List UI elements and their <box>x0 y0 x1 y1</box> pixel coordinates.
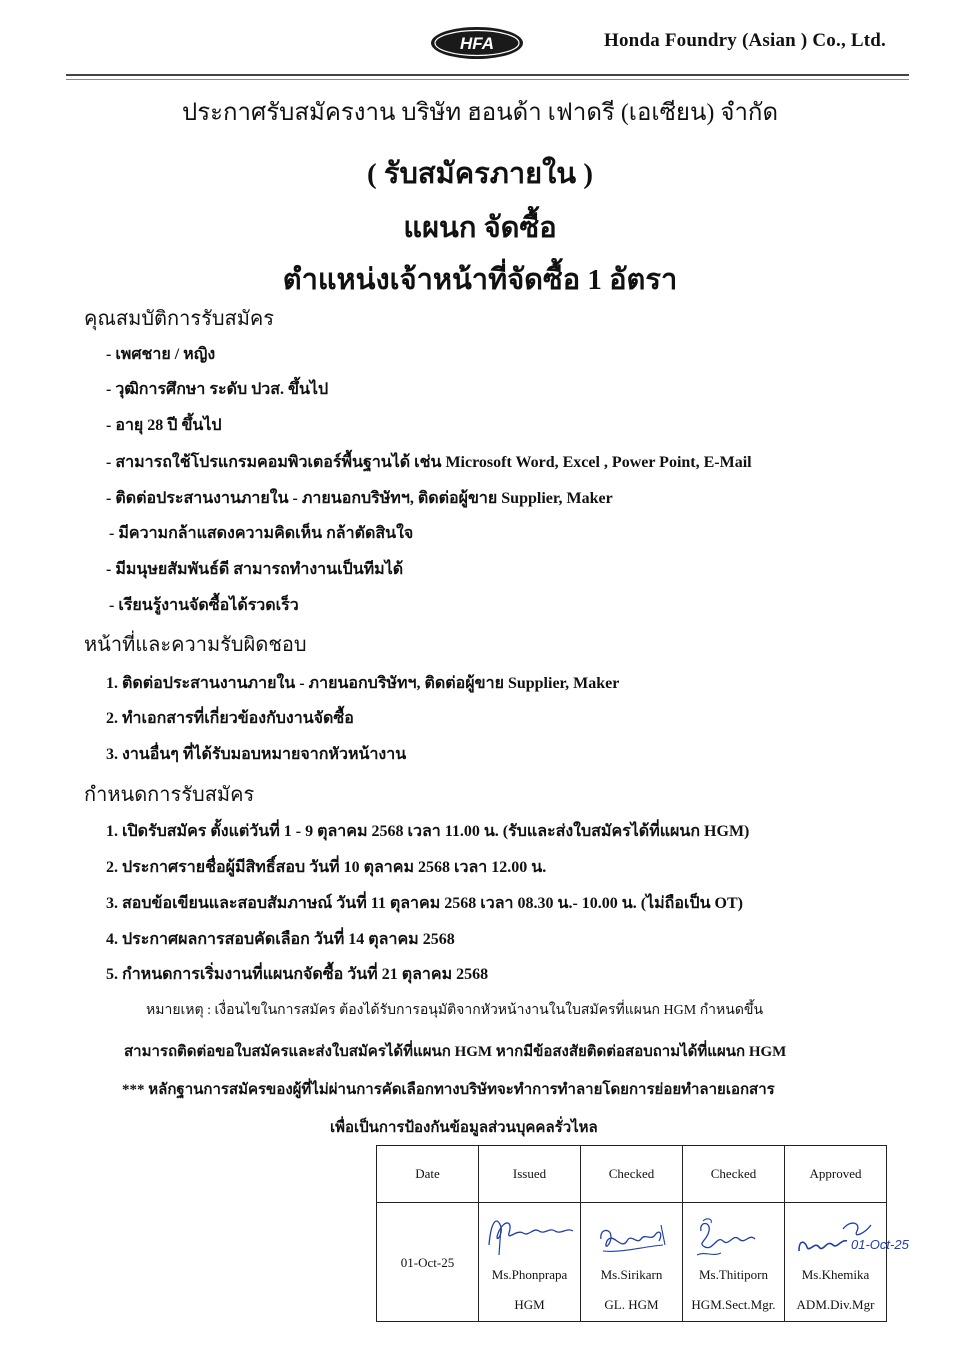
issued-cell <box>479 1203 581 1322</box>
header-approved: Approved <box>785 1146 887 1203</box>
header-checked: Checked <box>683 1146 785 1203</box>
handwritten-date: 01-Oct-25 <box>851 1237 909 1252</box>
checked-cell-1 <box>581 1203 683 1322</box>
company-logo <box>430 26 524 60</box>
internal-recruitment-title: ( รับสมัครภายใน ) <box>367 158 593 190</box>
schedule-item: 5. กำหนดการเริ่มงานที่แผนกจัดซื้อ วันที่ 21 ตุลาคม 2568 <box>106 966 489 983</box>
duties-heading: หน้าที่และความรับผิดชอบ <box>84 634 307 656</box>
header-checked: Checked <box>581 1146 683 1203</box>
approval-table-signature-row <box>377 1203 887 1322</box>
checker2-dept: HGM.Sect.Mgr. <box>691 1297 776 1312</box>
checked-cell-2 <box>683 1203 785 1322</box>
qualification-item: - ติดต่อประสานงานภายใน - ภายนอกบริษัทฯ, ติดต่อผู้ขาย Supplier, Maker <box>106 490 613 507</box>
schedule-item: 3. สอบข้อเขียนและสอบสัมภาษณ์ วันที่ 11 ตุลาคม 2568 เวลา 08.30 น.- 10.00 น. (ไม่ถือเป็น OT) <box>106 895 743 912</box>
announcement-title: ประกาศรับสมัครงาน บริษัท ฮอนด้า เฟาดรี (เอเซียน) จำกัด <box>181 100 779 126</box>
issuer-dept: HGM <box>514 1297 545 1312</box>
approval-table-header-row <box>377 1146 887 1203</box>
qualification-item: - เพศชาย / หญิง <box>106 346 216 363</box>
schedule-item: 1. เปิดรับสมัคร ตั้งแต่วันที่ 1 - 9 ตุลาคม 2568 เวลา 11.00 น. (รับและส่งใบสมัครได้ที่แผนก HGM) <box>106 823 750 840</box>
schedule-item: 2. ประกาศรายชื่อผู้มีสิทธิ์สอบ วันที่ 10 ตุลาคม 2568 เวลา 12.00 น. <box>106 859 547 876</box>
signature-phonprapa <box>479 1211 580 1261</box>
duty-item: 1. ติดต่อประสานงานภายใน - ภายนอกบริษัทฯ, ติดต่อผู้ขาย Supplier, Maker <box>106 675 620 692</box>
header-rule-thin <box>66 79 909 80</box>
checker1-dept: GL. HGM <box>604 1297 659 1312</box>
qualification-item: - มีมนุษยสัมพันธ์ดี สามารถทำงานเป็นทีมได้ <box>106 561 404 578</box>
department-title: แผนก จัดซื้อ <box>403 212 557 244</box>
schedule-item: 4. ประกาศผลการสอบคัดเลือก วันที่ 14 ตุลาคม 2568 <box>106 931 455 948</box>
company-name-en: Honda Foundry (Asian ) Co., Ltd. <box>604 30 886 51</box>
header-date: Date <box>377 1146 479 1203</box>
position-title: ตำแหน่งเจ้าหน้าที่จัดซื้อ 1 อัตรา <box>282 264 678 296</box>
approver-name: Ms.Khemika <box>801 1267 870 1282</box>
duty-item: 2. ทำเอกสารที่เกี่ยวข้องกับงานจัดซื้อ <box>106 710 354 727</box>
approver-dept: ADM.Div.Mgr <box>796 1297 875 1312</box>
logo-text: HFA <box>460 34 494 53</box>
letterhead <box>0 0 960 80</box>
checker2-name: Ms.Thitiporn <box>699 1267 768 1282</box>
qualifications-heading: คุณสมบัติการรับสมัคร <box>84 308 275 330</box>
date-value: 01-Oct-25 <box>400 1255 455 1270</box>
approval-table <box>376 1145 909 1322</box>
checker1-name: Ms.Sirikarn <box>600 1267 663 1282</box>
signature-sirikarn <box>581 1211 682 1261</box>
qualification-item: - สามารถใช้โปรแกรมคอมพิวเตอร์พื้นฐานได้ เช่น Microsoft Word, Excel , Power Point, E-Mail <box>106 454 752 471</box>
signature-thitiporn <box>683 1211 784 1261</box>
header-rule <box>66 74 909 76</box>
date-cell <box>377 1203 479 1322</box>
signature-khemika <box>785 1211 909 1261</box>
qualification-item: - มีความกล้าแสดงความคิดเห็น กล้าตัดสินใจ <box>109 525 414 542</box>
duty-item: 3. งานอื่นๆ ที่ได้รับมอบหมายจากหัวหน้างาน <box>106 746 407 763</box>
approved-cell <box>785 1203 909 1322</box>
qualification-item: - วุฒิการศึกษา ระดับ ปวส. ขึ้นไป <box>106 381 329 398</box>
schedule-heading: กำหนดการรับสมัคร <box>84 784 255 806</box>
remark-note: หมายเหตุ : เงื่อนไขในการสมัคร ต้องได้รับการอนุมัติจากหัวหน้างานในใบสมัครที่แผนก HGM กำหนดขึ้น <box>146 1003 764 1018</box>
qualification-item: - เรียนรู้งานจัดซื้อได้รวดเร็ว <box>109 597 299 614</box>
privacy-note-line2: เพื่อเป็นการป้องกันข้อมูลส่วนบุคคลรั่วไหล <box>330 1120 598 1136</box>
header-issued: Issued <box>479 1146 581 1203</box>
qualification-item: - อายุ 28 ปี ขึ้นไป <box>106 417 222 434</box>
contact-note: สามารถติดต่อขอใบสมัครและส่งใบสมัครได้ที่แผนก HGM หากมีข้อสงสัยติดต่อสอบถามได้ที่แผนก HGM <box>124 1044 787 1060</box>
issuer-name: Ms.Phonprapa <box>491 1267 568 1282</box>
privacy-note-line1: *** หลักฐานการสมัครของผู้ที่ไม่ผ่านการคัดเลือกทางบริษัทจะทำการทำลายโดยการย่อยทำลายเอกสาร <box>122 1082 775 1098</box>
